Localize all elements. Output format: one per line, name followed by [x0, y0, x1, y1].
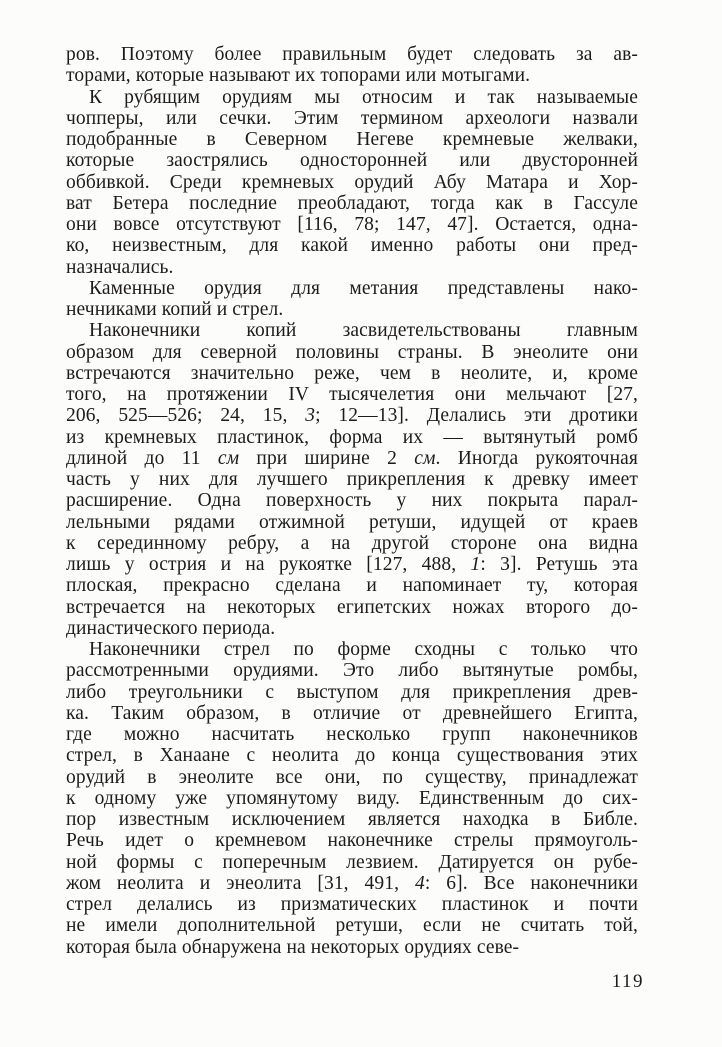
text-line: династического периода. — [66, 617, 276, 639]
text-line: ко, неизвестным, для какой именно работы они пред- — [66, 235, 638, 257]
text-line: Каменные орудия для метания представлены нако- — [89, 277, 638, 299]
text-line: стрел, в Ханаане с неолита до конца существования этих — [66, 745, 638, 767]
text-line: встречаются значительно реже, чем в неолите, и, кроме — [66, 362, 638, 384]
text-line: того, на протяжении IV тысячелетия они мельчают [27, — [66, 384, 638, 405]
text-line: нечниками копий и стрел. — [66, 299, 284, 320]
page-number: 119 — [611, 971, 644, 992]
text-line: назначались. — [66, 256, 174, 278]
text-line: лельными рядами отжимной ретуши, идущей от краев — [66, 511, 638, 533]
text-line: 206, 525—526; 24, 15, 3; 12—13]. Делались эти дротики — [66, 405, 638, 427]
text-line: пор известным исключением является находка в Библе. — [66, 809, 638, 830]
text-line: Речь идет о кремневом наконечнике стрелы прямоуголь- — [66, 830, 638, 852]
text-line: К рубящим орудиям мы относим и так называемые — [89, 86, 638, 108]
text-line: где можно насчитать несколько групп наконечников — [66, 724, 638, 745]
text-line: стрел делались из призматических пластинок и почти — [66, 894, 638, 915]
text-line: торами, которые называют их топорами или мотыгами. — [66, 65, 531, 87]
text-line: лишь у острия и на рукоятке [127, 488, 1: 3]. Ретушь эта — [66, 554, 638, 575]
text-line: часть у них для лучшего прикрепления к древку имеет — [66, 469, 638, 490]
text-line: либо треугольники с выступом для прикрепления древ- — [66, 681, 638, 703]
text-line: подобранные в Северном Негеве кремневые желваки, — [66, 129, 638, 150]
text-line: образом для северной половины страны. В энеолите они — [66, 341, 638, 363]
text-line: чопперы, или сечки. Этим термином археологи назвали — [66, 107, 638, 129]
text-line: жом неолита и энеолита [31, 491, 4: 6]. Все наконечники — [66, 872, 638, 894]
text-line: длиной до 11 см при ширине 2 см. Иногда рукояточная — [66, 447, 638, 469]
text-line: ной формы с поперечным лезвием. Датируется он рубе- — [66, 851, 638, 873]
text-line: они вовсе отсутствуют [116, 78; 147, 47]. Остается, одна- — [66, 214, 638, 235]
text-line: не имели дополнительной ретуши, если не считать той, — [66, 915, 638, 937]
text-line: Наконечники копий засвидетельствованы главным — [89, 320, 638, 342]
text-line: к серединному ребру, а на другой стороне она видна — [66, 532, 638, 554]
text-block — [66, 44, 638, 958]
text-line: орудий в энеолите все они, по существу, принадлежат — [66, 766, 638, 788]
text-line: ват Бетера последние преобладают, тогда как в Гассуле — [66, 192, 638, 214]
text-line: расширение. Одна поверхность у них покрыта парал- — [66, 490, 638, 512]
text-line: ров. Поэтому более правильным будет следовать за ав- — [66, 44, 638, 65]
text-line: плоская, прекрасно сделана и напоминает ту, которая — [66, 575, 638, 597]
text-line: из кремневых пластинок, форма их — вытянутый ромб — [66, 426, 638, 448]
text-line: ка. Таким образом, в отличие от древнейшего Египта, — [66, 702, 638, 724]
text-line: которые заострялись односторонней или двусторонней — [66, 150, 638, 172]
text-line: которая была обнаружена на некоторых орудиях севе- — [66, 936, 520, 958]
text-line: рассмотренными орудиями. Это либо вытянутые ромбы, — [66, 660, 638, 682]
text-line: к одному уже упомянутому виду. Единственным до сих- — [66, 787, 638, 809]
text-line: встречается на некоторых египетских ножах второго до- — [66, 596, 638, 618]
text-line: Наконечники стрел по форме сходны с только что — [89, 639, 638, 660]
text-line: оббивкой. Среди кремневых орудий Абу Матара и Хор- — [66, 171, 638, 193]
